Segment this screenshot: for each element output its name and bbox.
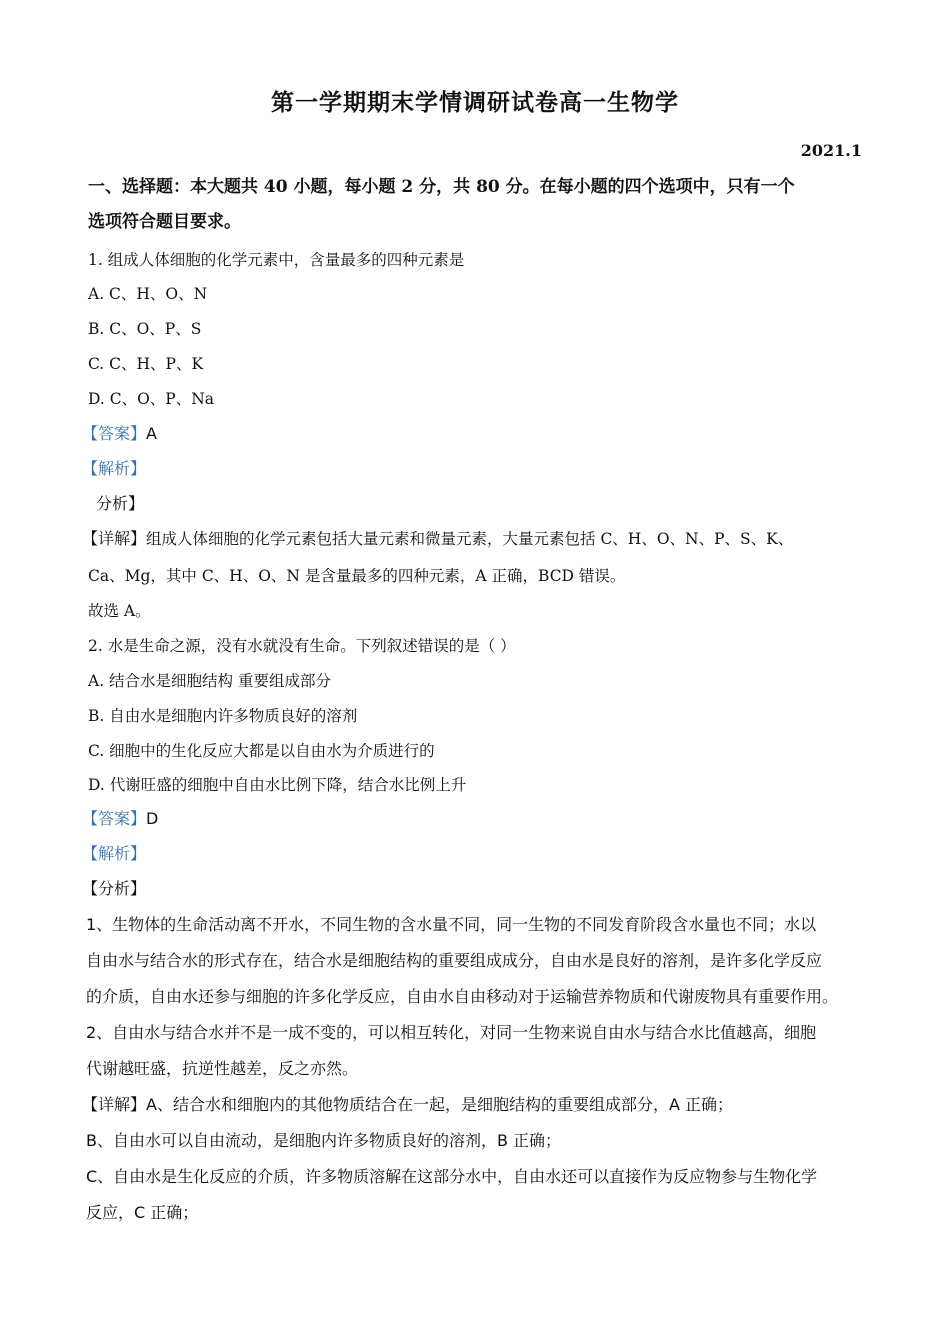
q1-option-b: B. C、O、P、S xyxy=(88,320,202,338)
q2-option-c: C. 细胞中的生化反应大都是以自由水为介质进行的 xyxy=(88,742,435,760)
q2-fenxi-tag: 【分析】 xyxy=(82,879,147,898)
q1-detail-tag: 【详解】 xyxy=(82,529,147,548)
q1-detail-line-1 xyxy=(82,528,793,550)
q2-detail-line-2: B、自由水可以自由流动，是细胞内许多物质良好的溶剂，B 正确； xyxy=(86,1131,562,1150)
q1-option-c: C. C、H、P、K xyxy=(88,355,204,373)
q2-stem: 2. 水是生命之源，没有水就没有生命。下列叙述错误的是（ ） xyxy=(88,637,516,655)
q2-analysis-line-3: 的介质，自由水还参与细胞的许多化学反应，自由水自由移动对于运输营养物质和代谢废物具有重要作用。 xyxy=(86,987,839,1006)
section-heading-line-1: 一、选择题：本大题共 40 小题，每小题 2 分，共 80 分。在每小题的四个选项中，只有一个 xyxy=(88,177,795,197)
q2-analysis-tag: 【解析】 xyxy=(82,844,147,863)
q1-option-a: A. C、H、O、N xyxy=(88,285,208,303)
q1-answer xyxy=(82,423,157,445)
q2-detail-tag: 【详解】 xyxy=(82,1095,147,1114)
q2-detail-text-a: A、结合水和细胞内的其他物质结合在一起，是细胞结构的重要组成部分，A 正确； xyxy=(146,1095,733,1114)
q2-analysis-line-1: 1、生物体的生命活动离不开水，不同生物的含水量不同，同一生物的不同发育阶段含水量也不同；水以 xyxy=(86,915,817,934)
q2-answer-tag: 【答案】 xyxy=(82,809,147,828)
section-heading-line-2: 选项符合题目要求。 xyxy=(88,212,241,232)
q1-stem: 1. 组成人体细胞的化学元素中，含量最多的四种元素是 xyxy=(88,251,465,269)
q2-answer-value: D xyxy=(146,809,159,828)
q2-detail-line-1 xyxy=(82,1094,733,1116)
q2-answer xyxy=(82,808,158,830)
q1-detail-text: 组成人体细胞的化学元素包括大量元素和微量元素，大量元素包括 C、H、O、N、P、S、K、 xyxy=(146,530,794,548)
q1-fenxi: 分析】 xyxy=(96,494,145,513)
q2-option-d: D. 代谢旺盛的细胞中自由水比例下降，结合水比例上升 xyxy=(88,776,467,794)
q2-analysis-line-4: 2、自由水与结合水并不是一成不变的，可以相互转化，对同一生物来说自由水与结合水比值越高，细胞 xyxy=(86,1023,817,1042)
q2-option-b: B. 自由水是细胞内许多物质良好的溶剂 xyxy=(88,707,358,725)
q1-option-d: D. C、O、P、Na xyxy=(88,390,215,408)
q2-detail-line-3: C、自由水是生化反应的介质，许多物质溶解在这部分水中，自由水还可以直接作为反应物参与生物化学 xyxy=(86,1167,818,1186)
q1-answer-value: A xyxy=(146,424,157,443)
q2-analysis-line-2: 自由水与结合水的形式存在，结合水是细胞结构的重要组成成分，自由水是良好的溶剂，是许多化学反应 xyxy=(86,951,823,970)
q2-option-a: A. 结合水是细胞结构 重要组成部分 xyxy=(88,672,331,690)
document-title: 第一学期期末学情调研试卷高一生物学 xyxy=(271,89,679,116)
q2-analysis-line-5: 代谢越旺盛，抗逆性越差，反之亦然。 xyxy=(86,1059,359,1078)
document-date: 2021.1 xyxy=(800,141,862,160)
q2-detail-line-4: 反应，C 正确； xyxy=(86,1203,199,1222)
q1-analysis-tag: 【解析】 xyxy=(82,459,147,478)
q1-detail-line-2: Ca、Mg，其中 C、H、O、N 是含量最多的四种元素，A 正确，BCD 错误。 xyxy=(88,567,626,585)
q1-answer-tag: 【答案】 xyxy=(82,424,147,443)
q1-conclusion: 故选 A。 xyxy=(88,602,151,620)
